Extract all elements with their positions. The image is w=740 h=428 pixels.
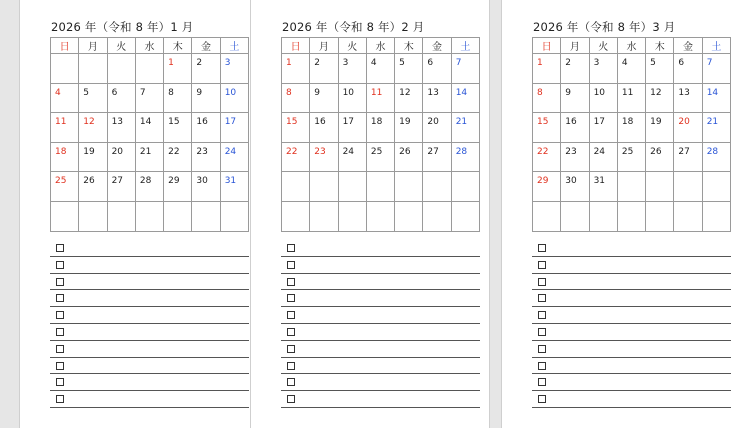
day-cell[interactable]: 12 (646, 83, 674, 113)
weekday-header: 金 (674, 38, 702, 54)
checkbox-icon[interactable] (538, 378, 546, 386)
day-cell[interactable] (451, 172, 479, 202)
weekday-header: 日 (282, 38, 310, 54)
calendar-page (502, 0, 740, 428)
week-row (51, 201, 249, 231)
checklist-row (281, 307, 480, 324)
day-cell[interactable] (192, 201, 220, 231)
weekday-header: 水 (366, 38, 394, 54)
day-cell[interactable]: 12 (79, 113, 107, 143)
day-cell[interactable] (617, 201, 645, 231)
week-row (51, 113, 249, 143)
checklist-row (50, 307, 249, 324)
week-row (533, 113, 731, 143)
weekday-header: 日 (51, 38, 79, 54)
day-cell[interactable]: 11 (51, 113, 79, 143)
day-cell[interactable]: 15 (164, 113, 192, 143)
day-cell[interactable]: 26 (79, 172, 107, 202)
week-row (51, 172, 249, 202)
checklist-row (532, 374, 731, 391)
day-cell[interactable]: 28 (702, 142, 730, 172)
checkbox-icon[interactable] (538, 395, 546, 403)
day-cell[interactable] (646, 172, 674, 202)
day-cell[interactable]: 31 (220, 172, 248, 202)
checkbox-icon[interactable] (287, 395, 295, 403)
checklist-row (532, 324, 731, 341)
day-cell[interactable]: 5 (395, 54, 423, 84)
day-cell[interactable]: 19 (79, 142, 107, 172)
day-cell[interactable]: 18 (366, 113, 394, 143)
day-cell[interactable] (617, 172, 645, 202)
checkbox-icon[interactable] (287, 294, 295, 302)
day-cell[interactable]: 23 (561, 142, 589, 172)
day-cell[interactable]: 16 (310, 113, 338, 143)
checkbox-icon[interactable] (538, 362, 546, 370)
month-title: 2026 年（令和 8 年）3 月 (533, 20, 676, 34)
week-row (533, 142, 731, 172)
checklist-row (281, 374, 480, 391)
day-cell[interactable]: 16 (561, 113, 589, 143)
month-calendar-grid (532, 37, 731, 232)
checkbox-icon[interactable] (287, 328, 295, 336)
week-row (282, 172, 480, 202)
checkbox-icon[interactable] (56, 362, 64, 370)
checklist-row (50, 257, 249, 274)
checkbox-icon[interactable] (287, 378, 295, 386)
day-cell[interactable]: 15 (282, 113, 310, 143)
checklist-row (532, 307, 731, 324)
day-cell[interactable]: 19 (395, 113, 423, 143)
day-cell[interactable]: 29 (533, 172, 561, 202)
checklist-row (281, 290, 480, 307)
day-cell[interactable]: 20 (674, 113, 702, 143)
checklist-row (281, 257, 480, 274)
week-row (533, 201, 731, 231)
day-cell[interactable] (135, 201, 163, 231)
day-cell[interactable] (674, 172, 702, 202)
day-cell[interactable]: 22 (164, 142, 192, 172)
day-cell[interactable]: 1 (282, 54, 310, 84)
checkbox-icon[interactable] (56, 311, 64, 319)
weekday-header: 木 (646, 38, 674, 54)
day-cell[interactable]: 8 (164, 83, 192, 113)
day-cell[interactable]: 11 (366, 83, 394, 113)
checklist (50, 240, 249, 408)
checklist-row (532, 290, 731, 307)
weekday-header: 土 (702, 38, 730, 54)
checklist-row (50, 391, 249, 408)
day-cell[interactable] (338, 201, 366, 231)
day-cell[interactable]: 20 (107, 142, 135, 172)
checkbox-icon[interactable] (538, 345, 546, 353)
weekday-header: 月 (310, 38, 338, 54)
day-cell[interactable]: 25 (617, 142, 645, 172)
day-cell[interactable] (451, 201, 479, 231)
day-cell[interactable]: 27 (423, 142, 451, 172)
weekday-header: 月 (561, 38, 589, 54)
day-cell[interactable]: 14 (702, 83, 730, 113)
checklist-row (50, 240, 249, 257)
day-cell[interactable]: 7 (451, 54, 479, 84)
weekday-header: 金 (423, 38, 451, 54)
day-cell[interactable]: 1 (533, 54, 561, 84)
day-cell[interactable]: 13 (674, 83, 702, 113)
day-cell[interactable]: 25 (366, 142, 394, 172)
checkbox-icon[interactable] (56, 395, 64, 403)
day-cell[interactable] (589, 201, 617, 231)
day-cell[interactable]: 17 (338, 113, 366, 143)
checklist-row (281, 240, 480, 257)
checkbox-icon[interactable] (287, 345, 295, 353)
day-cell[interactable]: 6 (107, 83, 135, 113)
weekday-header: 木 (164, 38, 192, 54)
checklist-row (50, 290, 249, 307)
month-calendar-grid (281, 37, 480, 232)
checkbox-icon[interactable] (56, 328, 64, 336)
day-cell[interactable]: 19 (646, 113, 674, 143)
day-cell[interactable]: 25 (51, 172, 79, 202)
weekday-header: 月 (79, 38, 107, 54)
day-cell[interactable]: 29 (164, 172, 192, 202)
week-row (282, 83, 480, 113)
day-cell[interactable]: 27 (107, 172, 135, 202)
day-cell[interactable]: 30 (192, 172, 220, 202)
day-cell[interactable]: 10 (589, 83, 617, 113)
week-row (51, 142, 249, 172)
checkbox-icon[interactable] (287, 278, 295, 286)
checkbox-icon[interactable] (538, 294, 546, 302)
day-cell[interactable]: 12 (395, 83, 423, 113)
week-row (533, 54, 731, 84)
calendar-page (251, 0, 489, 428)
day-cell[interactable]: 5 (646, 54, 674, 84)
day-cell[interactable]: 30 (561, 172, 589, 202)
day-cell[interactable]: 5 (79, 83, 107, 113)
day-cell[interactable] (107, 54, 135, 84)
day-cell[interactable]: 7 (702, 54, 730, 84)
day-cell[interactable] (561, 201, 589, 231)
day-cell[interactable]: 1 (164, 54, 192, 84)
week-row (533, 83, 731, 113)
week-row (282, 142, 480, 172)
day-cell[interactable] (79, 201, 107, 231)
day-cell[interactable]: 14 (451, 83, 479, 113)
day-cell[interactable]: 13 (107, 113, 135, 143)
month-calendar-grid (50, 37, 249, 232)
checkbox-icon[interactable] (538, 261, 546, 269)
weekday-header: 水 (617, 38, 645, 54)
day-cell[interactable] (423, 201, 451, 231)
weekday-header: 火 (107, 38, 135, 54)
day-cell[interactable]: 4 (617, 54, 645, 84)
day-cell[interactable]: 11 (617, 83, 645, 113)
day-cell[interactable]: 9 (310, 83, 338, 113)
day-cell[interactable]: 15 (533, 113, 561, 143)
checkbox-icon[interactable] (56, 278, 64, 286)
day-cell[interactable]: 28 (451, 142, 479, 172)
week-row (51, 83, 249, 113)
checklist-row (50, 324, 249, 341)
day-cell[interactable]: 9 (561, 83, 589, 113)
day-cell[interactable]: 3 (589, 54, 617, 84)
day-cell[interactable] (395, 201, 423, 231)
month-title: 2026 年（令和 8 年）1 月 (51, 20, 194, 34)
day-cell[interactable] (395, 172, 423, 202)
day-cell[interactable] (702, 172, 730, 202)
day-cell[interactable]: 22 (533, 142, 561, 172)
day-cell[interactable]: 4 (366, 54, 394, 84)
day-cell[interactable] (338, 172, 366, 202)
day-cell[interactable] (533, 201, 561, 231)
day-cell[interactable]: 18 (617, 113, 645, 143)
day-cell[interactable]: 2 (192, 54, 220, 84)
checklist-row (281, 391, 480, 408)
checkbox-icon[interactable] (287, 311, 295, 319)
weekday-header: 土 (220, 38, 248, 54)
checklist-row (50, 341, 249, 358)
day-cell[interactable] (51, 54, 79, 84)
weekday-header: 日 (533, 38, 561, 54)
day-cell[interactable]: 26 (395, 142, 423, 172)
checkbox-icon[interactable] (538, 311, 546, 319)
weekday-header: 火 (338, 38, 366, 54)
day-cell[interactable]: 17 (220, 113, 248, 143)
day-cell[interactable] (135, 54, 163, 84)
day-cell[interactable] (674, 201, 702, 231)
week-row (51, 54, 249, 84)
day-cell[interactable]: 31 (589, 172, 617, 202)
day-cell[interactable] (702, 201, 730, 231)
day-cell[interactable]: 23 (310, 142, 338, 172)
checkbox-icon[interactable] (287, 261, 295, 269)
day-cell[interactable] (282, 201, 310, 231)
checkbox-icon[interactable] (538, 328, 546, 336)
day-cell[interactable]: 17 (589, 113, 617, 143)
checklist-row (532, 240, 731, 257)
checkbox-icon[interactable] (287, 362, 295, 370)
week-row (533, 172, 731, 202)
day-cell[interactable]: 26 (646, 142, 674, 172)
day-cell[interactable]: 28 (135, 172, 163, 202)
day-cell[interactable]: 14 (135, 113, 163, 143)
day-cell[interactable]: 6 (423, 54, 451, 84)
weekday-header: 土 (451, 38, 479, 54)
day-cell[interactable]: 3 (338, 54, 366, 84)
checklist-row (532, 257, 731, 274)
day-cell[interactable]: 22 (282, 142, 310, 172)
checklist-row (50, 274, 249, 291)
day-cell[interactable]: 3 (220, 54, 248, 84)
day-cell[interactable]: 18 (51, 142, 79, 172)
day-cell[interactable] (366, 172, 394, 202)
day-cell[interactable]: 21 (135, 142, 163, 172)
checklist-row (532, 274, 731, 291)
weekday-header: 金 (192, 38, 220, 54)
day-cell[interactable] (107, 201, 135, 231)
week-row (282, 201, 480, 231)
day-cell[interactable]: 21 (702, 113, 730, 143)
day-cell[interactable] (164, 201, 192, 231)
day-cell[interactable] (310, 201, 338, 231)
day-cell[interactable] (79, 54, 107, 84)
checklist (281, 240, 480, 408)
day-cell[interactable]: 9 (192, 83, 220, 113)
day-cell[interactable]: 24 (589, 142, 617, 172)
checklist-row (50, 374, 249, 391)
day-cell[interactable] (646, 201, 674, 231)
checklist-row (532, 341, 731, 358)
day-cell[interactable]: 13 (423, 83, 451, 113)
day-cell[interactable]: 23 (192, 142, 220, 172)
day-cell[interactable]: 4 (51, 83, 79, 113)
day-cell[interactable] (310, 172, 338, 202)
day-cell[interactable]: 24 (220, 142, 248, 172)
day-cell[interactable]: 20 (423, 113, 451, 143)
checklist-row (50, 358, 249, 375)
day-cell[interactable]: 2 (561, 54, 589, 84)
day-cell[interactable]: 24 (338, 142, 366, 172)
checkbox-icon[interactable] (538, 278, 546, 286)
calendar-page (20, 0, 258, 428)
checklist-row (281, 324, 480, 341)
checkbox-icon[interactable] (56, 378, 64, 386)
day-cell[interactable] (220, 201, 248, 231)
checkbox-icon[interactable] (287, 244, 295, 252)
weekday-header: 火 (589, 38, 617, 54)
day-cell[interactable]: 16 (192, 113, 220, 143)
day-cell[interactable]: 8 (533, 83, 561, 113)
weekday-header: 水 (135, 38, 163, 54)
checklist (532, 240, 731, 408)
day-cell[interactable]: 7 (135, 83, 163, 113)
day-cell[interactable]: 27 (674, 142, 702, 172)
month-title: 2026 年（令和 8 年）2 月 (282, 20, 425, 34)
day-cell[interactable]: 6 (674, 54, 702, 84)
day-cell[interactable] (282, 172, 310, 202)
checklist-row (532, 358, 731, 375)
day-cell[interactable]: 10 (220, 83, 248, 113)
checkbox-icon[interactable] (56, 294, 64, 302)
day-cell[interactable]: 10 (338, 83, 366, 113)
checklist-row (281, 274, 480, 291)
day-cell[interactable]: 8 (282, 83, 310, 113)
checkbox-icon[interactable] (56, 244, 64, 252)
day-cell[interactable] (423, 172, 451, 202)
weekday-header: 木 (395, 38, 423, 54)
checkbox-icon[interactable] (538, 244, 546, 252)
checklist-row (532, 391, 731, 408)
day-cell[interactable] (51, 201, 79, 231)
week-row (282, 113, 480, 143)
day-cell[interactable]: 2 (310, 54, 338, 84)
checklist-row (281, 358, 480, 375)
week-row (282, 54, 480, 84)
day-cell[interactable]: 21 (451, 113, 479, 143)
checkbox-icon[interactable] (56, 345, 64, 353)
day-cell[interactable] (366, 201, 394, 231)
checkbox-icon[interactable] (56, 261, 64, 269)
checklist-row (281, 341, 480, 358)
